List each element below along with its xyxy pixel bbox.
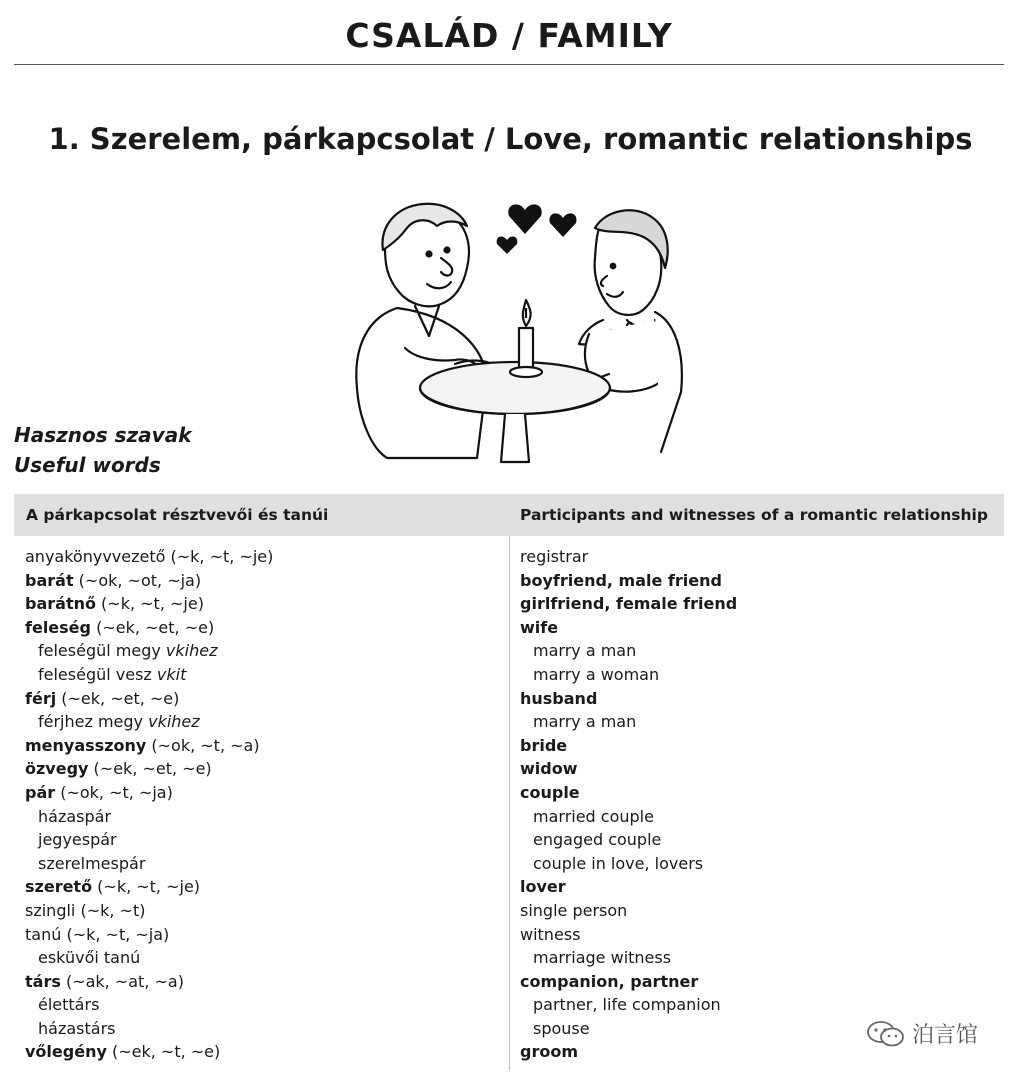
watermark [866,1016,996,1050]
hungarian-terms-list [25,545,273,1064]
term-text: szerelmespár [38,853,146,873]
table-header-english: Participants and witnesses of a romantic relationship [520,506,988,524]
headword: özvegy [25,759,89,779]
term-text: (~ek, ~et, ~e) [90,617,215,637]
hungarian-term-row [25,993,273,1017]
term-text: (~ok, ~ot, ~ja) [73,570,202,590]
translation-text: partner, life companion [533,995,721,1015]
hungarian-term-row [25,828,273,852]
column-divider [509,536,510,1071]
translation-text: lover [520,877,566,897]
term-text: (~ak, ~at, ~a) [60,971,184,991]
heart-icon [549,213,576,237]
translation-text: registrar [520,547,589,566]
hungarian-term-row [25,734,273,758]
term-text: (~k, ~t, ~je) [92,877,201,897]
english-term-row [520,663,737,687]
term-text: (~ek, ~t, ~e) [106,1042,221,1062]
english-term-row [520,828,737,852]
term-text: esküvői tanú [38,948,141,968]
translation-text: marry a man [533,712,637,732]
headword: barát [25,570,74,590]
english-term-row [520,923,737,947]
term-text: jegyespár [38,830,117,850]
english-term-row [520,710,737,734]
hungarian-term-row [25,946,273,970]
translation-text: widow [520,759,578,779]
english-term-row [520,639,737,663]
hungarian-term-row [25,1017,273,1041]
english-term-row [520,1040,737,1064]
translation-text: witness [520,924,581,944]
vocabulary-table-header [14,494,1004,536]
english-term-row [520,592,737,616]
english-terms-list [520,545,737,1064]
term-text: (~ok, ~t, ~a) [146,735,260,755]
english-term-row [520,1017,737,1041]
hungarian-term-row [25,899,273,923]
translation-text: marriage witness [533,948,672,968]
term-text: férjhez megy [38,712,149,732]
hungarian-term-row [25,781,273,805]
term-text: élettárs [38,995,100,1015]
table-header-hungarian: A párkapcsolat résztvevői és tanúi [26,506,329,524]
translation-text: couple in love, lovers [533,853,704,873]
hungarian-term-row [25,687,273,711]
term-object: vkit [156,664,187,684]
headword: feleség [25,617,91,637]
page-header [14,0,1004,65]
useful-words-english: Useful words [14,453,161,477]
page-title: CSALÁD / FAMILY [345,16,673,55]
term-text: házastárs [38,1018,116,1038]
term-text: tanú (~k, ~t, ~ja) [25,924,170,944]
term-object: vkihez [148,712,200,732]
hungarian-term-row [25,970,273,994]
english-term-row [520,899,737,923]
term-text: (~ek, ~et, ~e) [88,759,212,779]
english-term-row [520,875,737,899]
heart-icon [508,204,541,234]
hungarian-term-row [25,569,273,593]
translation-text: spouse [533,1018,590,1038]
english-term-row [520,946,737,970]
english-term-row [520,616,737,640]
translation-text: boyfriend, male friend [520,570,722,590]
term-text: anyakönyvvezető (~k, ~t, ~je) [25,547,274,566]
term-text: feleségül vesz [38,664,157,684]
term-text: szingli (~k, ~t) [25,900,146,920]
section-title: 1. Szerelem, párkapcsolat / Love, romantic relationships [48,122,973,156]
hungarian-term-row [25,616,273,640]
headword: barátnő [25,594,96,614]
hungarian-term-row [25,710,273,734]
headword: menyasszony [25,735,147,755]
english-term-row [520,569,737,593]
translation-text: couple [520,782,580,802]
hungarian-term-row [25,923,273,947]
translation-text: husband [520,688,598,708]
translation-text: groom [520,1042,578,1062]
translation-text: wife [520,617,559,637]
translation-text: bride [520,735,568,755]
heart-icon [497,237,518,254]
term-text: házaspár [38,806,112,826]
english-term-row [520,545,737,569]
term-text: (~ek, ~et, ~e) [56,688,180,708]
translation-text: girlfriend, female friend [520,594,738,614]
english-term-row [520,757,737,781]
couple-dinner-illustration [345,188,695,478]
hungarian-term-row [25,592,273,616]
headword: szerető [25,877,93,897]
english-term-row [520,734,737,758]
english-term-row [520,687,737,711]
watermark-text: 泊言馆 [912,1023,979,1048]
term-text: (~ok, ~t, ~ja) [55,782,173,802]
translation-text: companion, partner [520,971,699,991]
translation-text: marry a woman [533,664,660,684]
translation-text: single person [520,900,628,920]
headword: pár [25,782,56,802]
useful-words-hungarian: Hasznos szavak [14,423,192,447]
term-text: (~k, ~t, ~je) [95,594,204,614]
hungarian-term-row [25,757,273,781]
english-term-row [520,781,737,805]
hungarian-term-row [25,545,273,569]
hungarian-term-row [25,805,273,829]
wechat-icon [866,1020,906,1048]
hungarian-term-row [25,1040,273,1064]
english-term-row [520,852,737,876]
hungarian-term-row [25,852,273,876]
hungarian-term-row [25,663,273,687]
english-term-row [520,970,737,994]
useful-words-heading [14,420,192,480]
english-term-row [520,993,737,1017]
english-term-row [520,805,737,829]
couple-illustration [345,188,695,478]
translation-text: married couple [533,806,654,826]
hungarian-term-row [25,639,273,663]
translation-text: engaged couple [533,830,662,850]
term-text: feleségül megy [38,641,166,661]
headword: társ [25,971,61,991]
hungarian-term-row [25,875,273,899]
term-object: vkihez [165,641,218,661]
translation-text: marry a man [533,641,637,661]
headword: vőlegény [25,1042,107,1062]
headword: férj [25,688,57,708]
